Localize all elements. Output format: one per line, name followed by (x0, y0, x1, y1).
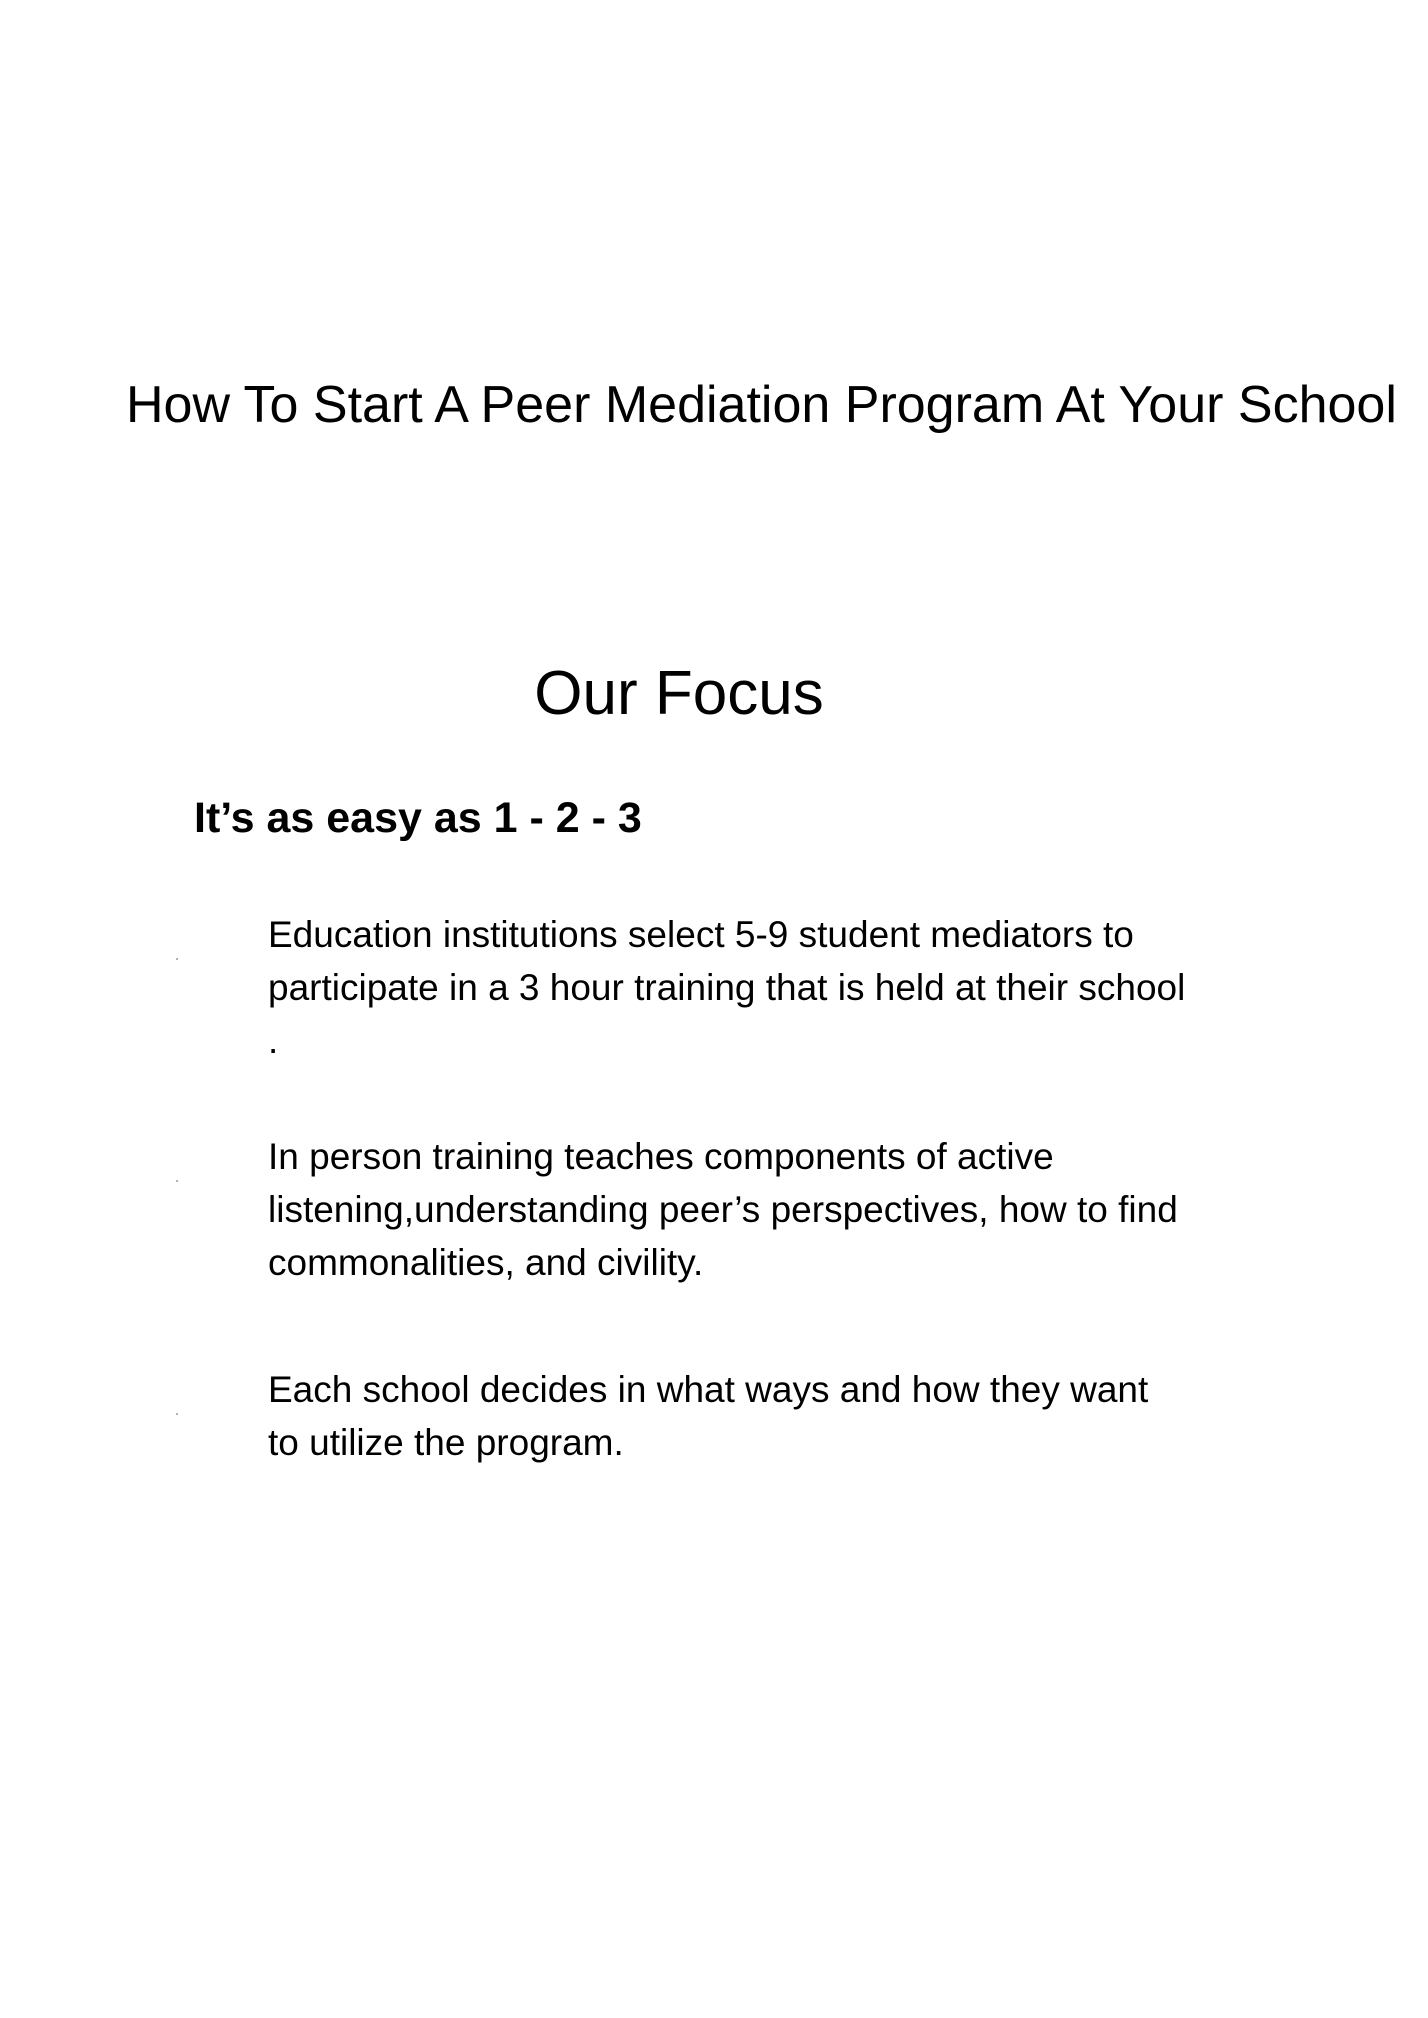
bullet-line: In person training teaches components of active (268, 1136, 1054, 1177)
subheading: It’s as easy as 1 - 2 - 3 (194, 794, 642, 842)
bullet-item (268, 908, 1268, 1067)
bullet-dot-icon (176, 1180, 178, 1182)
bullet-dot-icon (176, 958, 178, 960)
bullet-line: to utilize the program. (268, 1422, 624, 1463)
bullet-line: . (268, 1020, 279, 1061)
bullet-dot-icon (176, 1413, 178, 1415)
section-heading: Our Focus (534, 659, 824, 728)
bullet-line: listening,understanding peer’s perspectives, how to find (268, 1189, 1178, 1230)
bullet-line: commonalities, and civility. (268, 1242, 704, 1283)
document-title: How To Start A Peer Mediation Program At Your School (126, 376, 1397, 434)
bullet-item (268, 1363, 1268, 1469)
bullet-line: Education institutions select 5-9 student mediators to (268, 914, 1134, 955)
bullet-line: participate in a 3 hour training that is held at their school (268, 967, 1186, 1008)
bullet-item (268, 1130, 1268, 1289)
bullet-line: Each school decides in what ways and how they want (268, 1369, 1149, 1410)
